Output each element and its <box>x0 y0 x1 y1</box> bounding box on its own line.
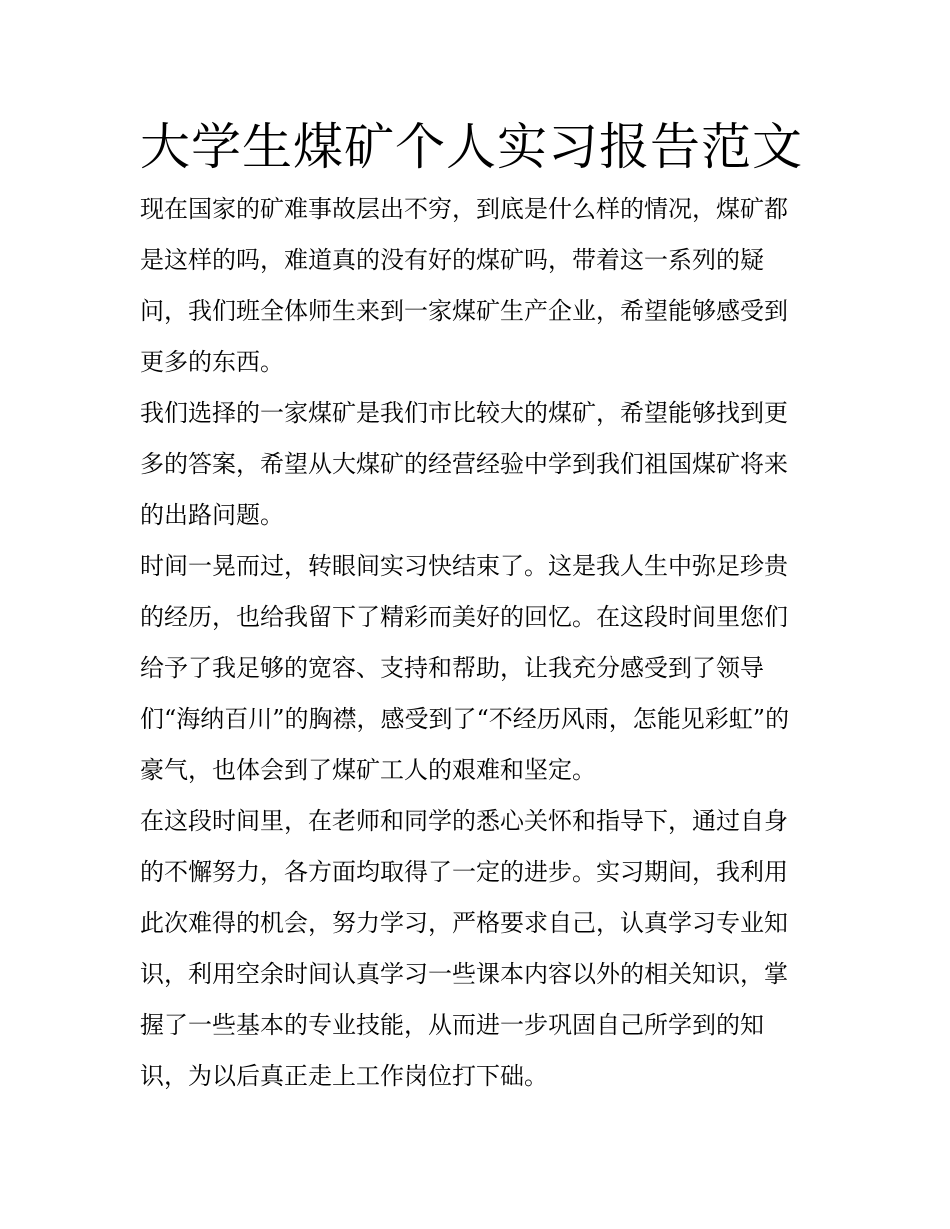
paragraph-line: 时间一晃而过，转眼间实习快结束了。这是我人生中弥足珍贵 <box>140 552 788 580</box>
paragraph-line: 的出路问题。 <box>140 501 284 529</box>
paragraph-line: 问，我们班全体师生来到一家煤矿生产企业，希望能够感受到 <box>140 297 788 325</box>
paragraph-line: 的不懈努力，各方面均取得了一定的进步。实习期间，我利用 <box>140 858 788 886</box>
paragraph-line: 的经历，也给我留下了精彩而美好的回忆。在这段时间里您们 <box>140 603 788 631</box>
paragraph-1 <box>140 184 820 388</box>
paragraph-line: 此次难得的机会，努力学习，严格要求自己，认真学习专业知 <box>140 909 788 937</box>
paragraph-2 <box>140 388 820 541</box>
document-page <box>140 110 820 1102</box>
paragraph-line: 是这样的吗，难道真的没有好的煤矿吗，带着这一系列的疑 <box>140 246 764 274</box>
document-title: 大学生煤矿个人实习报告范文 <box>140 118 803 176</box>
paragraph-line: 给予了我足够的宽容、支持和帮助，让我充分感受到了领导 <box>140 654 764 682</box>
paragraph-line: 们“海纳百川”的胸襟，感受到了“不经历风雨，怎能见彩虹”的 <box>140 705 790 733</box>
paragraph-line: 识，为以后真正走上工作岗位打下础。 <box>140 1062 548 1090</box>
paragraph-line: 现在国家的矿难事故层出不穷，到底是什么样的情况，煤矿都 <box>140 195 788 223</box>
paragraph-line: 识，利用空余时间认真学习一些课本内容以外的相关知识，掌 <box>140 960 788 988</box>
paragraph-3 <box>140 541 820 796</box>
paragraph-line: 多的答案，希望从大煤矿的经营经验中学到我们祖国煤矿将来 <box>140 450 788 478</box>
paragraph-line: 握了一些基本的专业技能，从而进一步巩固自己所学到的知 <box>140 1011 764 1039</box>
paragraph-line: 豪气，也体会到了煤矿工人的艰难和坚定。 <box>140 756 596 784</box>
paragraph-line: 在这段时间里，在老师和同学的悉心关怀和指导下，通过自身 <box>140 807 788 835</box>
paragraph-line: 我们选择的一家煤矿是我们市比较大的煤矿，希望能够找到更 <box>140 399 788 427</box>
paragraph-4 <box>140 796 820 1102</box>
paragraph-line: 更多的东西。 <box>140 348 284 376</box>
